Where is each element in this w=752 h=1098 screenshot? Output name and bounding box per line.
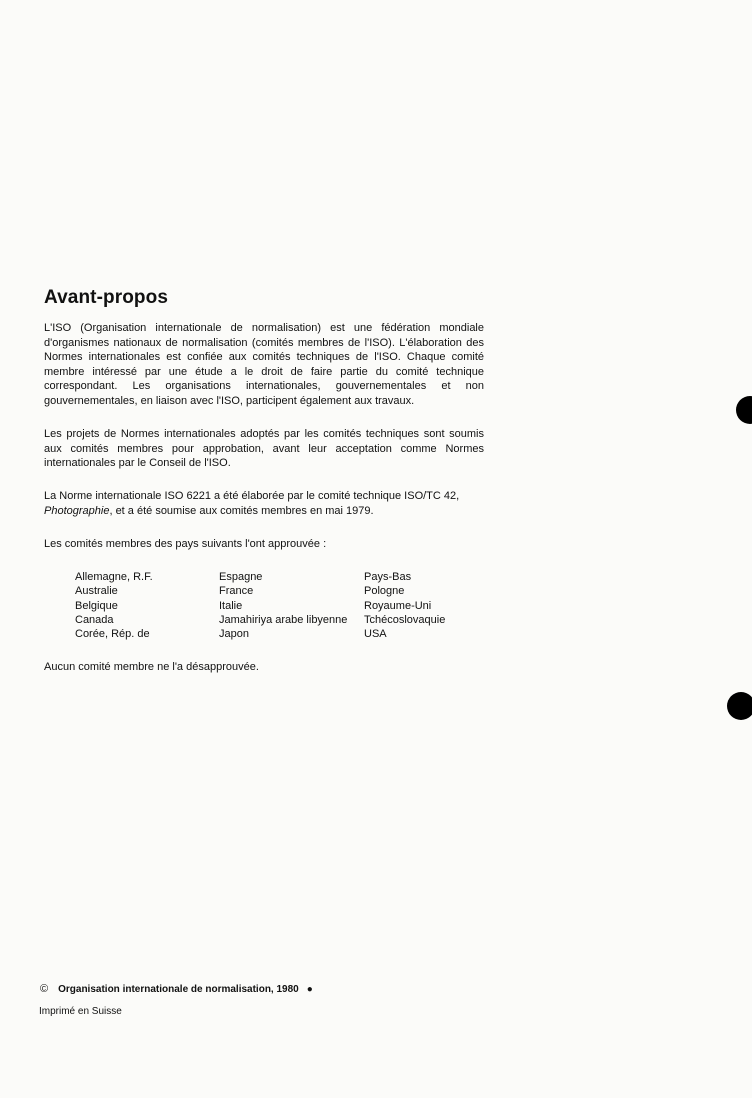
member-country: Jamahiriya arabe libyenne [219,613,348,626]
punch-hole-icon [736,396,752,424]
disapproval-statement: Aucun comité membre ne l'a désapprouvée. [44,661,259,673]
member-country: Italie [219,599,243,612]
member-country: Pays-Bas [364,571,412,583]
member-country: Japon [219,628,249,641]
copyright-line [40,983,313,995]
member-country: France [219,585,254,598]
member-country: Canada [75,613,114,626]
member-column-1 [75,570,153,641]
member-country: Allemagne, R.F. [75,571,153,583]
foreword-paragraph-3 [44,489,484,518]
member-country: Royaume-Uni [364,599,432,612]
member-column-2 [219,570,347,641]
member-country: Espagne [219,571,263,583]
bullet-icon: ● [306,984,313,995]
punch-hole-icon [727,692,752,720]
submission-text: , et a été soumise aux comités membres en mai 1979. [109,504,374,517]
standard-origin-text: La Norme internationale ISO 6221 a été élaborée par le comité technique ISO/TC 42, [44,490,460,502]
copyright-symbol: © [40,983,49,995]
member-country: Pologne [364,585,405,598]
page-title: Avant-propos [44,287,168,308]
member-column-3 [364,570,445,641]
copyright-text: Organisation internationale de normalisation, 1980 [58,984,299,995]
member-country: Belgique [75,599,118,612]
member-country: Australie [75,585,118,598]
approval-intro: Les comités membres des pays suivants l'ont approuvée : [44,538,327,550]
member-country: USA [364,628,387,641]
foreword-paragraph-2: Les projets de Normes internationales adoptés par les comités techniques sont soumis aux comités membres pour approbation, avant leur acceptation comme Normes internationales par le Conseil de l'ISO. [44,428,484,469]
printed-in-note: Imprimé en Suisse [39,1006,122,1017]
member-country: Corée, Rép. de [75,628,150,641]
member-country: Tchécoslovaquie [364,613,446,626]
foreword-paragraph-1: L'ISO (Organisation internationale de normalisation) est une fédération mondiale d'organismes nationaux de normalisation (comités membres de l'ISO). L'élaboration des Normes internationales est confiée aux comités techniques de l'ISO. Chaque comité membre intéressé par une étude a le droit de faire partie du comité technique correspondant. Les organisations internationales, gouvernementales et non gouvernementales, en liaison avec l'ISO, participent également aux travaux. [44,322,484,407]
committee-title: Photographie [44,504,110,517]
